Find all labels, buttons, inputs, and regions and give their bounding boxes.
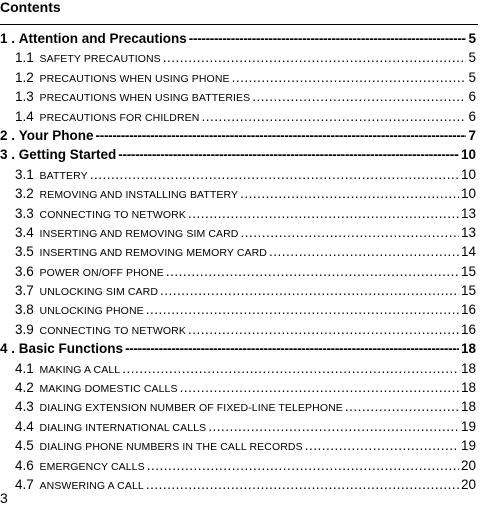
toc-entry-page: 18	[460, 399, 476, 415]
toc-entry-number: 3.7	[15, 283, 34, 299]
toc-entry-number: 1.1	[15, 50, 34, 66]
toc-entry-page: 15	[460, 283, 476, 299]
toc-dot-leader	[208, 419, 459, 434]
toc-section-entry[interactable]	[0, 167, 476, 186]
toc-entry-page: 19	[460, 438, 476, 454]
toc-entry-page: 10	[460, 186, 476, 202]
toc-section-entry[interactable]	[0, 380, 476, 399]
toc-entry-number: 3 .	[0, 147, 16, 163]
toc-entry-title: REMOVING AND INSTALLING BATTERY	[39, 189, 239, 202]
toc-dot-leader	[163, 50, 467, 65]
toc-entry-page: 18	[460, 360, 476, 376]
toc-entry-title: EMERGENCY CALLS	[39, 460, 145, 473]
toc-section-entry[interactable]	[0, 89, 476, 108]
toc-entry-number: 4 .	[0, 341, 16, 357]
toc-entry-title: MAKING DOMESTIC CALLS	[39, 383, 178, 396]
toc-dot-leader	[166, 264, 459, 279]
toc-entry-number: 3.6	[15, 263, 34, 279]
toc-dot-leader	[160, 283, 459, 298]
toc-dot-leader	[345, 399, 459, 414]
toc-dot-leader	[122, 361, 459, 376]
toc-dot-leader	[90, 167, 459, 182]
toc-section-entry[interactable]	[0, 244, 476, 263]
toc-entry-title: Your Phone	[18, 127, 94, 143]
toc-entry-page: 15	[460, 263, 476, 279]
toc-entry-number: 4.3	[15, 399, 34, 415]
toc-entry-title: DIALING INTERNATIONAL CALLS	[39, 421, 207, 434]
toc-dot-leader	[240, 186, 459, 201]
toc-entry-title: ANSWERING A CALL	[39, 479, 144, 492]
toc-chapter-entry[interactable]	[0, 128, 476, 147]
toc-entry-title: SAFETY PRECAUTIONS	[39, 53, 161, 66]
toc-entry-number: 4.7	[15, 476, 34, 492]
toc-chapter-entry[interactable]	[0, 341, 476, 360]
toc-entry-title: BATTERY	[39, 169, 88, 182]
toc-entry-page: 18	[460, 341, 476, 357]
toc-entry-page: 6	[468, 108, 476, 124]
toc-section-entry[interactable]	[0, 109, 476, 128]
toc-entry-title: MAKING A CALL	[39, 363, 121, 376]
toc-entry-number: 4.5	[15, 438, 34, 454]
toc-dot-leader	[269, 244, 459, 259]
toc-section-entry[interactable]	[0, 50, 476, 69]
toc-dot-leader	[147, 458, 459, 473]
toc-entry-title: DIALING EXTENSION NUMBER OF FIXED-LINE TELEPHONE	[39, 402, 343, 415]
toc-dot-leader	[146, 302, 459, 317]
toc-entry-title: POWER ON/OFF PHONE	[39, 266, 164, 279]
toc-entry-page: 16	[460, 321, 476, 337]
toc-dot-leader	[188, 206, 459, 221]
toc-section-entry[interactable]	[0, 302, 476, 321]
toc-entry-title: CONNECTING TO NETWORK	[39, 208, 186, 221]
toc-entry-page: 5	[468, 31, 476, 46]
toc-entry-number: 2 .	[0, 127, 16, 143]
table-of-contents	[0, 31, 476, 496]
toc-dot-leader	[189, 31, 467, 46]
toc-dot-leader	[125, 341, 459, 356]
toc-entry-page: 13	[460, 205, 476, 221]
toc-entry-page: 14	[460, 244, 476, 260]
toc-section-entry[interactable]	[0, 225, 476, 244]
toc-entry-page: 10	[460, 166, 476, 182]
toc-section-entry[interactable]	[0, 70, 476, 89]
toc-section-entry[interactable]	[0, 399, 476, 418]
toc-dot-leader	[96, 128, 467, 143]
toc-entry-number: 4.1	[15, 360, 34, 376]
toc-entry-title: CONNECTING TO NETWORK	[39, 324, 186, 337]
toc-entry-page: 16	[460, 302, 476, 318]
toc-entry-title: Basic Functions	[18, 341, 124, 357]
toc-entry-number: 1 .	[0, 31, 16, 46]
toc-section-entry[interactable]	[0, 322, 476, 341]
toc-section-entry[interactable]	[0, 438, 476, 457]
toc-section-entry[interactable]	[0, 477, 476, 496]
toc-entry-page: 7	[468, 127, 476, 143]
toc-dot-leader	[146, 477, 459, 492]
toc-dot-leader	[118, 147, 459, 162]
toc-entry-title: PRECAUTIONS WHEN USING PHONE	[39, 72, 230, 85]
toc-entry-number: 1.2	[15, 69, 34, 85]
toc-entry-page: 5	[468, 69, 476, 85]
toc-section-entry[interactable]	[0, 283, 476, 302]
toc-dot-leader	[188, 322, 459, 337]
toc-entry-page: 10	[460, 147, 476, 163]
toc-section-entry[interactable]	[0, 419, 476, 438]
toc-dot-leader	[305, 438, 459, 453]
toc-entry-title: PRECAUTIONS WHEN USING BATTERIES	[39, 92, 251, 105]
toc-section-entry[interactable]	[0, 361, 476, 380]
toc-entry-number: 1.3	[15, 89, 34, 105]
toc-entry-number: 3.2	[15, 186, 34, 202]
toc-entry-page: 19	[460, 418, 476, 434]
toc-entry-page: 20	[460, 476, 476, 492]
toc-entry-number: 3.9	[15, 321, 34, 337]
toc-entry-number: 1.4	[15, 108, 34, 124]
toc-chapter-entry[interactable]	[0, 147, 476, 166]
toc-entry-number: 3.1	[15, 166, 34, 182]
toc-entry-page: 13	[460, 224, 476, 240]
toc-dot-leader	[240, 225, 458, 240]
toc-dot-leader	[180, 380, 459, 395]
toc-section-entry[interactable]	[0, 458, 476, 477]
contents-heading: Contents	[0, 0, 61, 15]
heading-divider	[0, 24, 478, 25]
toc-dot-leader	[201, 109, 466, 124]
page-number: 3	[0, 490, 8, 506]
toc-entry-page: 20	[460, 457, 476, 473]
toc-entry-title: UNLOCKING PHONE	[39, 305, 144, 318]
toc-dot-leader	[232, 70, 467, 85]
toc-entry-number: 3.8	[15, 302, 34, 318]
toc-entry-page: 18	[460, 380, 476, 396]
toc-entry-title: INSERTING AND REMOVING MEMORY CARD	[39, 247, 267, 260]
toc-entry-number: 4.6	[15, 457, 34, 473]
toc-section-entry[interactable]	[0, 264, 476, 283]
toc-entry-page: 6	[468, 89, 476, 105]
toc-entry-title: PRECAUTIONS FOR CHILDREN	[39, 111, 200, 124]
toc-entry-number: 3.3	[15, 205, 34, 221]
toc-entry-number: 4.4	[15, 418, 34, 434]
toc-entry-number: 4.2	[15, 380, 34, 396]
toc-chapter-entry[interactable]	[0, 31, 476, 50]
toc-entry-number: 3.4	[15, 224, 34, 240]
toc-entry-number: 3.5	[15, 244, 34, 260]
toc-entry-page: 5	[468, 50, 476, 66]
toc-entry-title: INSERTING AND REMOVING SIM CARD	[39, 227, 239, 240]
toc-entry-title: Getting Started	[18, 147, 117, 163]
toc-dot-leader	[252, 89, 466, 104]
toc-section-entry[interactable]	[0, 186, 476, 205]
toc-section-entry[interactable]	[0, 206, 476, 225]
toc-entry-title: UNLOCKING SIM CARD	[39, 286, 159, 299]
toc-entry-title: DIALING PHONE NUMBERS IN THE CALL RECORDS	[39, 441, 303, 454]
toc-entry-title: Attention and Precautions	[18, 31, 187, 46]
